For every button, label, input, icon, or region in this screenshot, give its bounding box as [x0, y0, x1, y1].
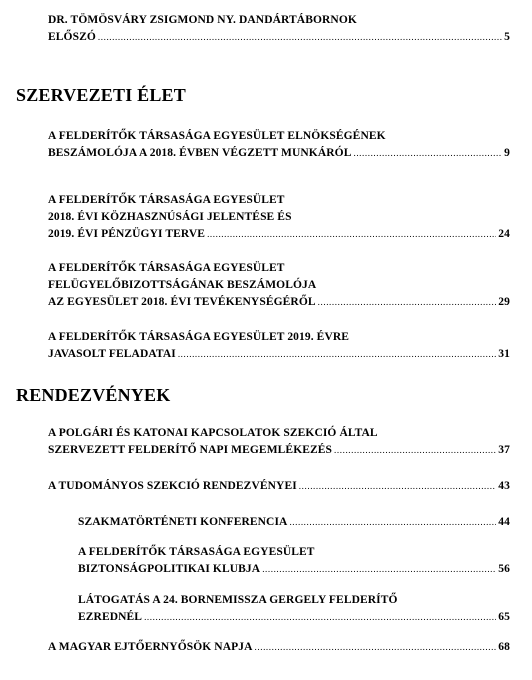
toc-page-number: 29: [498, 296, 510, 308]
toc-entry-title: SZERVEZETT FELDERÍTŐ NAPI MEGEMLÉKEZÉS: [48, 444, 333, 456]
toc-page-number: 65: [498, 611, 510, 623]
toc-entry-title-line: [48, 294, 510, 311]
toc-entry-line: A FELDERÍTŐK TÁRSASÁGA EGYESÜLET: [48, 194, 285, 206]
section-heading-events: RENDEZVÉNYEK: [16, 385, 171, 405]
toc-entry-line: A FELDERÍTŐK TÁRSASÁGA EGYESÜLET 2019. ÉVRE: [48, 331, 350, 343]
toc-entry-author: DR. TÖMÖSVÁRY ZSIGMOND NY. DANDÁRTÁBORNOK: [48, 14, 357, 26]
toc-entry-title: AZ EGYESÜLET 2018. ÉVI TEVÉKENYSÉGÉRŐL: [48, 296, 316, 308]
toc-entry-title-line: [48, 145, 510, 162]
toc-page-number: 68: [498, 641, 510, 653]
toc-page-number: 9: [504, 147, 510, 159]
toc-entry-history-conference[interactable]: [78, 514, 510, 531]
toc-entry-line: LÁTOGATÁS A 24. BORNEMISSZA GERGELY FELDERÍTŐ: [78, 594, 398, 606]
toc-page-number: 56: [498, 563, 510, 575]
toc-page-number: 31: [498, 348, 510, 360]
toc-entry-supervisory-report[interactable]: [48, 260, 510, 311]
toc-entry-title-line: [48, 29, 510, 46]
toc-page-number: 44: [498, 516, 510, 528]
toc-entry-preface[interactable]: [48, 12, 510, 46]
toc-page-number: 24: [498, 228, 510, 240]
toc-entry-intelligence-day[interactable]: [48, 425, 510, 459]
toc-entry-title: 2019. ÉVI PÉNZÜGYI TERVE: [48, 228, 206, 240]
toc-entry-line: A FELDERÍTŐK TÁRSASÁGA EGYESÜLET: [48, 262, 285, 274]
toc-page-number: 5: [504, 31, 510, 43]
dot-leader: [289, 514, 496, 531]
toc-entry-2019-tasks[interactable]: [48, 329, 510, 363]
toc-entry-public-benefit-report[interactable]: [48, 192, 510, 243]
toc-entry-title: A MAGYAR EJTŐERNYŐSÖK NAPJA: [48, 641, 253, 653]
dot-leader: [144, 609, 496, 626]
toc-entry-scientific-section[interactable]: [48, 478, 510, 495]
toc-entry-line: A FELDERÍTŐK TÁRSASÁGA EGYESÜLET ELNÖKSÉGÉNEK: [48, 130, 386, 142]
toc-entry-title-line: [78, 609, 510, 626]
dot-leader: [262, 561, 496, 578]
toc-entry-title-line: [78, 514, 510, 531]
dot-leader: [255, 639, 497, 656]
toc-entry-title: BIZTONSÁGPOLITIKAI KLUBJA: [78, 563, 261, 575]
toc-entry-line: 2018. ÉVI KÖZHASZNÚSÁGI JELENTÉSE ÉS: [48, 211, 292, 223]
toc-entry-regiment-visit[interactable]: [78, 592, 510, 626]
dot-leader: [353, 145, 502, 162]
toc-entry-security-policy-club[interactable]: [78, 544, 510, 578]
toc-entry-title: SZAKMATÖRTÉNETI KONFERENCIA: [78, 516, 288, 528]
toc-entry-title-line: [78, 561, 510, 578]
toc-entry-line: FELÜGYELŐBIZOTTSÁGÁNAK BESZÁMOLÓJA: [48, 279, 317, 291]
toc-entry-title: EZREDNÉL: [78, 611, 143, 623]
toc-page-number: 43: [498, 480, 510, 492]
toc-entry-title-line: [48, 226, 510, 243]
dot-leader: [98, 29, 502, 46]
toc-entry-title-line: [48, 478, 510, 495]
dot-leader: [299, 478, 497, 495]
toc-entry-board-report[interactable]: [48, 128, 510, 162]
toc-entry-title-line: [48, 639, 510, 656]
toc-entry-line: A FELDERÍTŐK TÁRSASÁGA EGYESÜLET: [78, 546, 315, 558]
dot-leader: [207, 226, 496, 243]
toc-entry-title: BESZÁMOLÓJA A 2018. ÉVBEN VÉGZETT MUNKÁRÓL: [48, 147, 352, 159]
toc-entry-title: JAVASOLT FELADATAI: [48, 348, 176, 360]
section-heading-organizational: SZERVEZETI ÉLET: [16, 85, 186, 105]
toc-page-number: 37: [498, 444, 510, 456]
toc-entry-line: A POLGÁRI ÉS KATONAI KAPCSOLATOK SZEKCIÓ ÁLTAL: [48, 427, 378, 439]
toc-entry-paratroopers-day[interactable]: [48, 639, 510, 656]
dot-leader: [178, 346, 496, 363]
toc-entry-title: A TUDOMÁNYOS SZEKCIÓ RENDEZVÉNYEI: [48, 480, 297, 492]
toc-entry-title-line: [48, 442, 510, 459]
toc-entry-title-line: [48, 346, 510, 363]
dot-leader: [318, 294, 497, 311]
dot-leader: [334, 442, 496, 459]
toc-entry-title: ELŐSZÓ: [48, 31, 96, 43]
